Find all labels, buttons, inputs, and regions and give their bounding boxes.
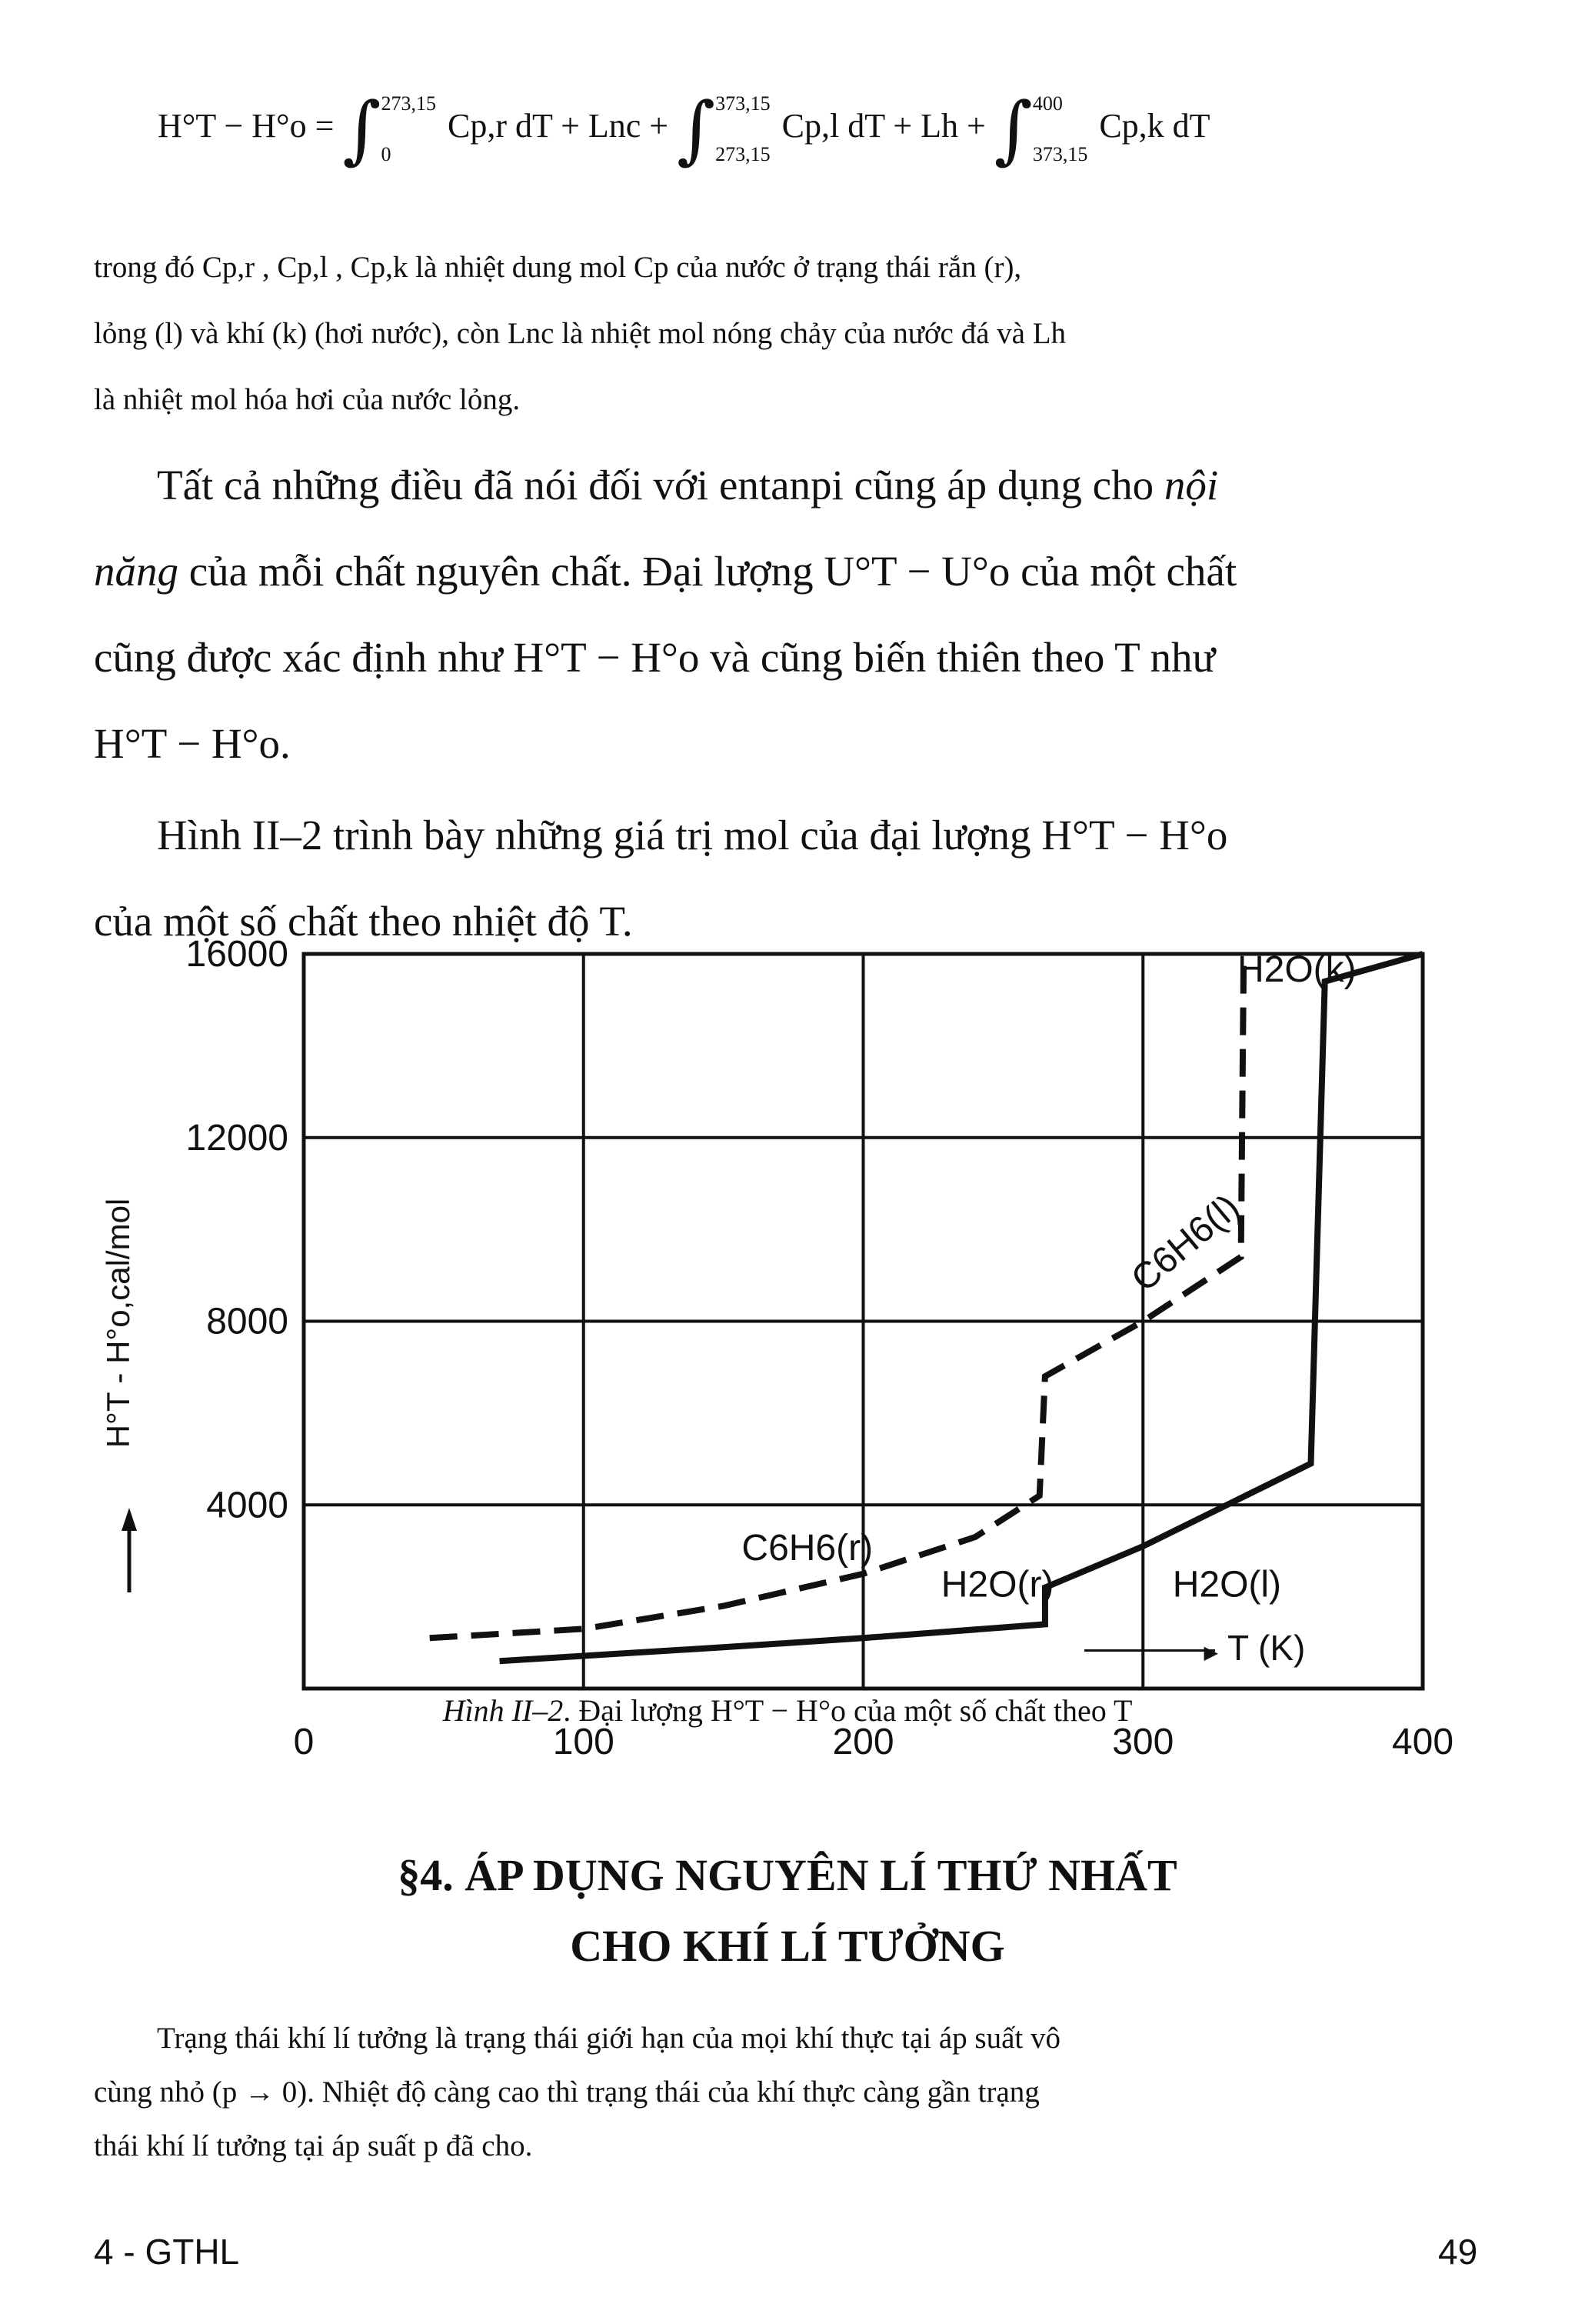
y-axis-arrowhead-icon: [122, 1508, 137, 1531]
paragraph-text: của mỗi chất nguyên chất. Đại lượng U°T − U°o của một chất: [178, 548, 1237, 595]
paragraph-text: cũng được xác định như H°T − H°o và cũng biến thiên theo T như: [94, 634, 1216, 681]
paragraph-text: Tất cả những điều đã nói đối với entanpi cũng áp dụng cho: [157, 462, 1164, 508]
int3-lower: 373,15: [1032, 143, 1088, 165]
section-heading-line: §4. ÁP DỤNG NGUYÊN LÍ THỨ NHẤT: [398, 1850, 1177, 1900]
enthalpy-equation: [158, 86, 1210, 172]
x-tick-label: 300: [1112, 1722, 1174, 1762]
paragraph-text: Hình II–2 trình bày những giá trị mol của đại lượng H°T − H°o: [157, 812, 1228, 859]
section-text-line: thái khí lí tưởng tại áp suất p đã cho.: [94, 2129, 533, 2162]
caption-label: Hình II–2: [442, 1693, 564, 1728]
int1-integrand: Cp,r dT: [447, 107, 553, 145]
section-text-line: cùng nhỏ (p → 0). Nhiệt độ càng cao thì trạng thái của khí thực càng gần trạng: [94, 2076, 1040, 2109]
y-tick-label: 8000: [206, 1301, 288, 1342]
caption-text: . Đại lượng H°T − H°o của một số chất theo T: [563, 1693, 1133, 1728]
int3-upper: 400: [1032, 92, 1063, 115]
int1-lower: 0: [381, 143, 391, 165]
int2-lower: 273,15: [715, 143, 771, 165]
x-tick-label: 400: [1391, 1722, 1454, 1762]
emphasis-text: nội: [1164, 462, 1219, 508]
annotation-label: H2O(k): [1237, 949, 1357, 990]
y-tick-label: 16000: [185, 934, 288, 975]
int1-upper: 273,15: [381, 92, 436, 115]
emphasis-text: năng: [94, 548, 178, 595]
explanation-line: trong đó Cp,r , Cp,l , Cp,k là nhiệt dung mol Cp của nước ở trạng thái rắn (r),: [94, 251, 1022, 284]
section-heading-line: CHO KHÍ LÍ TƯỞNG: [570, 1921, 1005, 1971]
chart-series: [430, 954, 1423, 1661]
int3-integrand: Cp,k dT: [1099, 107, 1210, 145]
paragraph-internal-energy: [94, 442, 1493, 787]
chart-annotations: [741, 949, 1356, 1605]
figure-caption: [0, 1692, 1575, 1729]
integral-sign-icon: ∫: [342, 86, 381, 172]
y-tick-label: 12000: [185, 1117, 288, 1159]
equation-lhs: H°T − H°o =: [158, 107, 335, 145]
y-tick-label: 4000: [206, 1485, 288, 1526]
explanation-line: là nhiệt mol hóa hơi của nước lỏng.: [94, 383, 521, 416]
x-axis-label: [1084, 1627, 1305, 1669]
section-heading: [0, 1840, 1575, 1982]
x-axis-label-text: T (K): [1227, 1628, 1306, 1668]
annotation-label: H2O(l): [1172, 1564, 1282, 1605]
int2-integrand: Cp,l dT: [781, 107, 885, 145]
integral-sign-icon: ∫: [677, 86, 716, 172]
annotation-label: H2O(r): [941, 1564, 1054, 1605]
section-paragraph: [94, 2012, 1493, 2173]
x-tick-label: 100: [552, 1722, 614, 1762]
paragraph-text: của một số chất theo nhiệt độ T.: [94, 898, 633, 945]
paragraph-text: H°T − H°o.: [94, 720, 291, 767]
annotation-label: C6H6(l): [1124, 1186, 1248, 1300]
integral-sign-icon: ∫: [994, 86, 1033, 172]
y-axis-label: H°T - H°o,cal/mol: [100, 1198, 136, 1449]
footer-book-code: 4 - GTHL: [94, 2232, 240, 2272]
equation-explanation: [94, 235, 1493, 433]
int2-upper: 373,15: [715, 92, 771, 115]
equation-term2: + Lh +: [893, 107, 986, 145]
equation-term1: + Lnc +: [561, 107, 669, 145]
page-number: 49: [1438, 2232, 1478, 2272]
annotation-label: C6H6(r): [741, 1527, 874, 1569]
series-line-h2o: [500, 954, 1423, 1661]
section-text-line: Trạng thái khí lí tưởng là trạng thái giới hạn của mọi khí thực tại áp suất vô: [157, 2022, 1061, 2055]
x-tick-label: 200: [832, 1722, 894, 1762]
x-axis-arrow-icon: ▶: [1084, 1649, 1215, 1652]
explanation-line: lỏng (l) và khí (k) (hơi nước), còn Lnc là nhiệt mol nóng chảy của nước đá và Lh: [94, 317, 1067, 350]
x-tick-label: 0: [293, 1722, 315, 1762]
